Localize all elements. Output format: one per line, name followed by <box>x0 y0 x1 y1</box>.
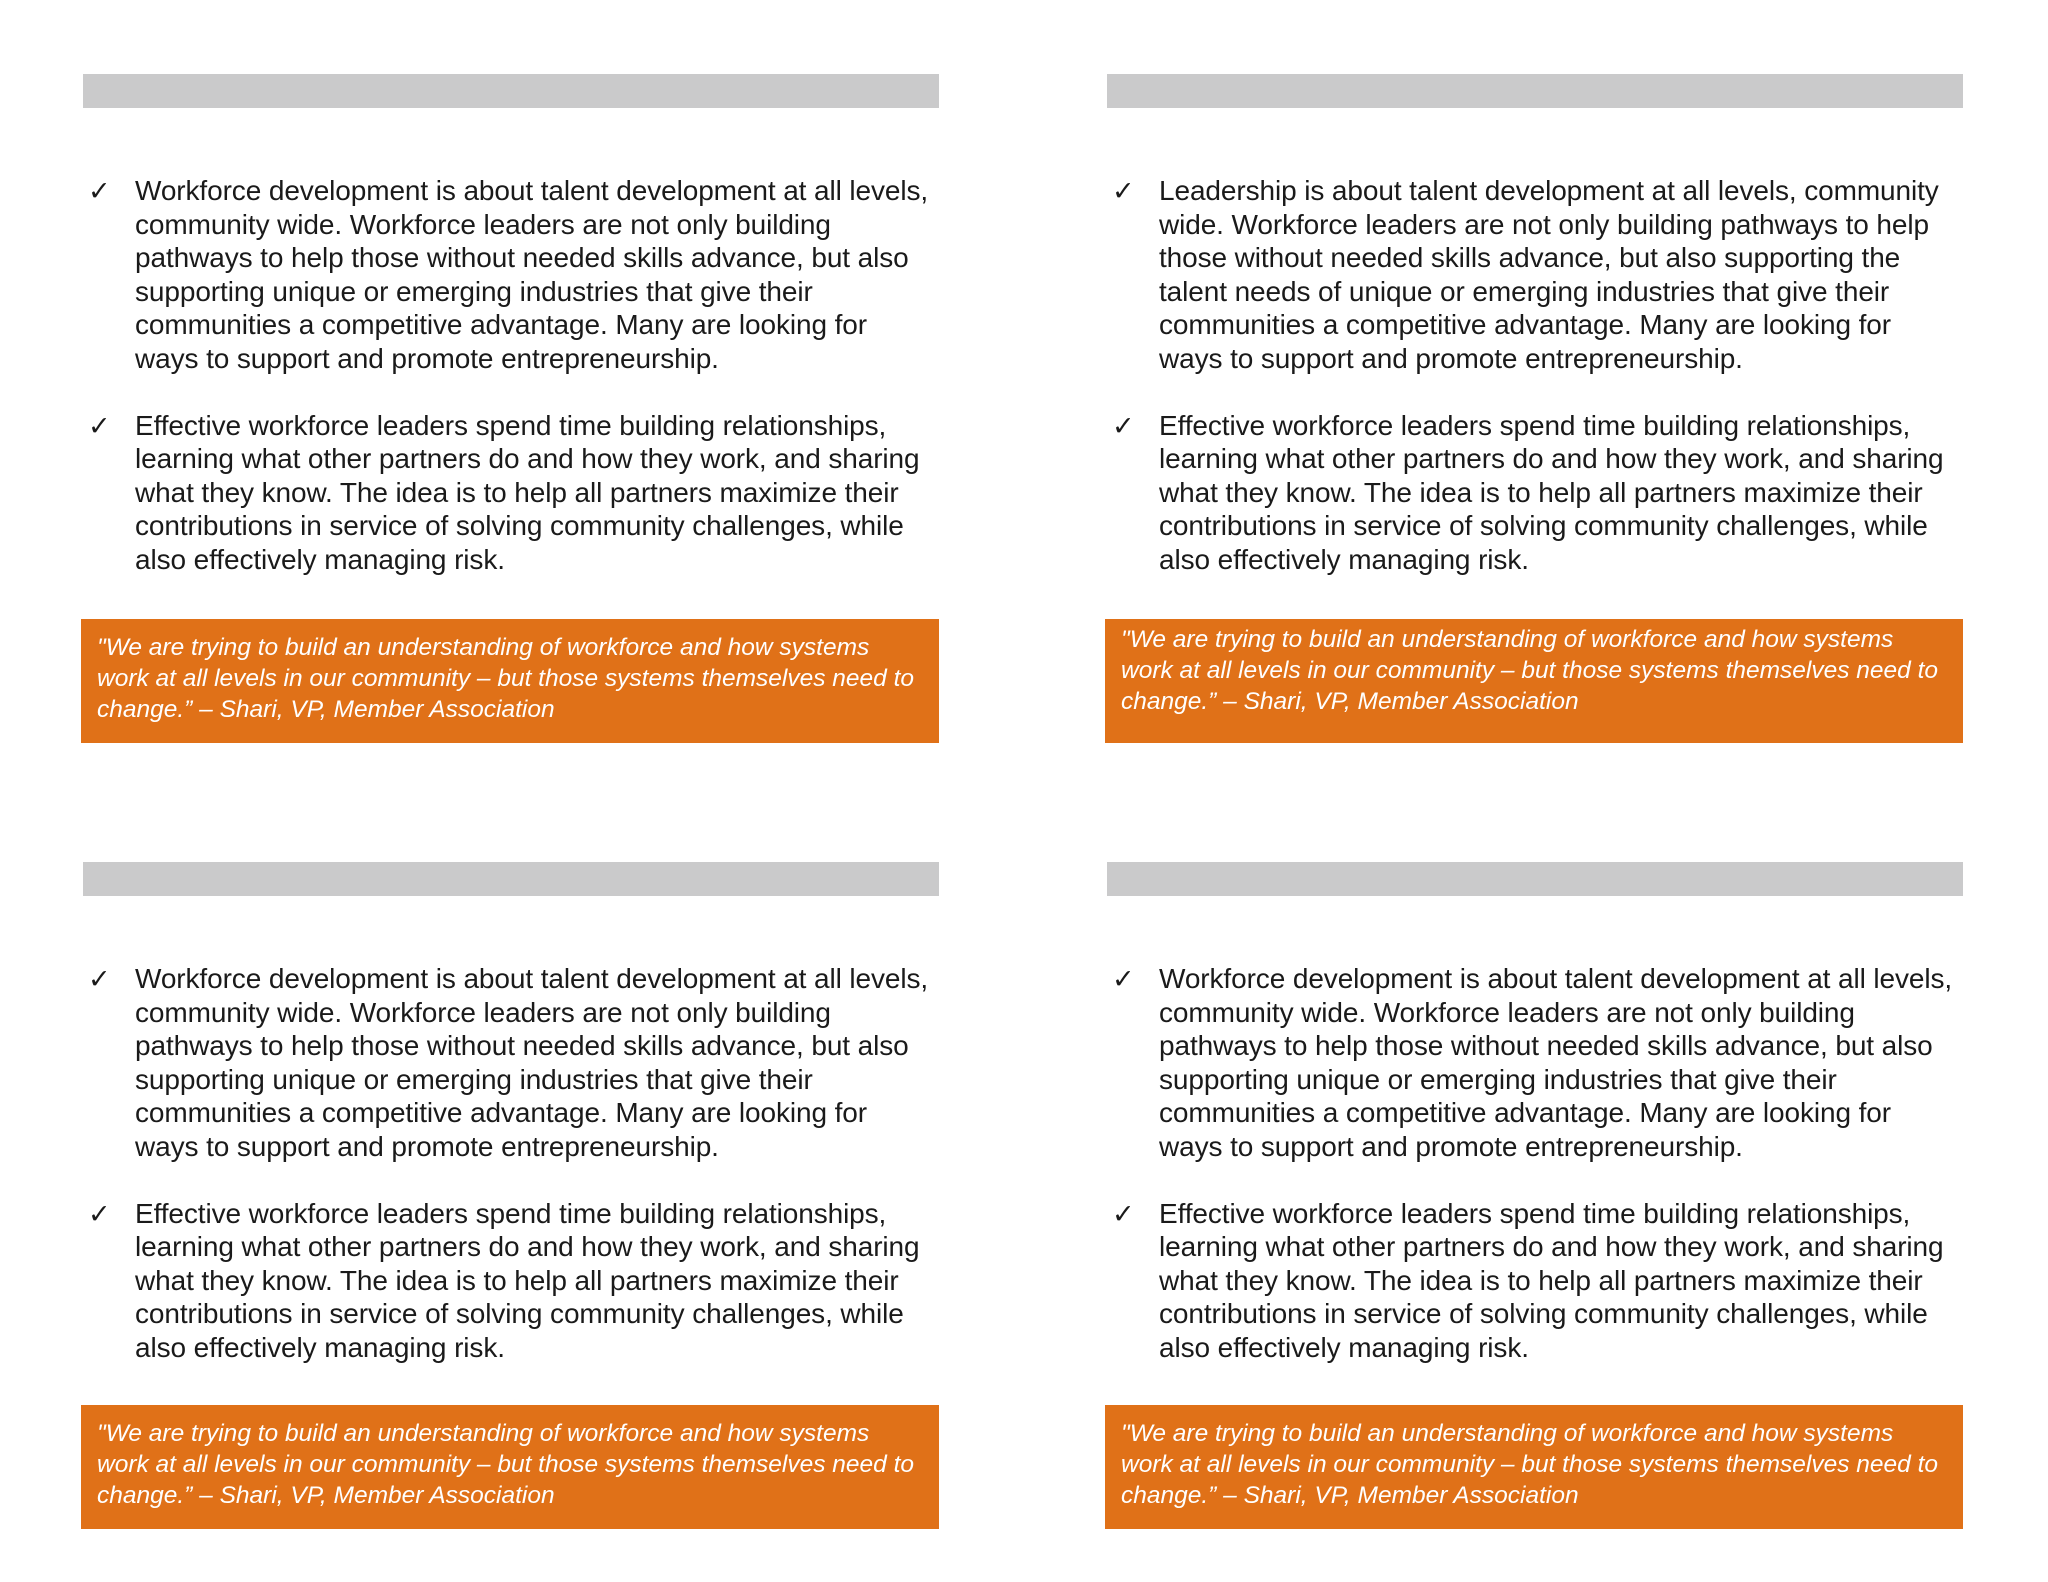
bullet-item <box>1107 962 1963 1164</box>
checkmark-icon: ✓ <box>88 964 111 994</box>
bullet-item <box>83 962 939 1164</box>
checkmark-icon: ✓ <box>88 176 111 206</box>
bullet-text: Effective workforce leaders spend time building relationships, learning what other partners do and how they work, and sharing what they know. The idea is to help all partners maximize their contributions in service of solving community challenges, while also effectively managing risk. <box>135 409 920 575</box>
checkmark-icon: ✓ <box>88 1198 111 1229</box>
bullet-text: Effective workforce leaders spend time building relationships, learning what other partners do and how they work, and sharing what they know. The idea is to help all partners maximize their contributions in service of solving community challenges, while also effectively managing risk. <box>135 1197 920 1363</box>
card-bottom-left <box>83 862 939 1509</box>
bullet-text: Effective workforce leaders spend time building relationships, learning what other partners do and how they work, and sharing what they know. The idea is to help all partners maximize their contributions in service of solving community challenges, while also effectively managing risk. <box>1159 1197 1944 1363</box>
card-top-right <box>1107 74 1963 715</box>
bullet-item <box>83 409 939 577</box>
checkmark-icon: ✓ <box>1112 176 1135 206</box>
header-bar <box>83 74 939 108</box>
bullet-list <box>1107 174 1963 577</box>
bullet-item <box>1107 409 1963 577</box>
bullet-item <box>1107 174 1963 376</box>
bullet-item <box>1107 1197 1963 1365</box>
checkmark-icon: ✓ <box>88 410 111 441</box>
card-top-left <box>83 74 939 723</box>
checkmark-icon: ✓ <box>1112 964 1135 994</box>
bullet-text: Workforce development is about talent development at all levels, community wide. Workforce leaders are not only building pathways to help those without needed skills advance, but also supporting unique or emerging industries that give their communities a competitive advantage. Many are looking for ways to support and promote entrepreneurship. <box>1159 963 1953 1162</box>
quote-box: "We are trying to build an understanding of workforce and how systems work at all levels in our community – but those systems themselves need to change.” – Shari, VP, Member Association <box>1105 1405 1963 1529</box>
checkmark-icon: ✓ <box>1112 1198 1135 1229</box>
quote-box: "We are trying to build an understanding of workforce and how systems work at all levels in our community – but those systems themselves need to change.” – Shari, VP, Member Association <box>81 619 939 743</box>
bullet-text: Workforce development is about talent development at all levels, community wide. Workforce leaders are not only building pathways to help those without needed skills advance, but also supporting unique or emerging industries that give their communities a competitive advantage. Many are looking for ways to support and promote entrepreneurship. <box>135 175 929 374</box>
checkmark-icon: ✓ <box>1112 410 1135 441</box>
quote-box: "We are trying to build an understanding of workforce and how systems work at all levels in our community – but those systems themselves need to change.” – Shari, VP, Member Association <box>81 1405 939 1529</box>
bullet-list <box>1107 962 1963 1365</box>
header-bar <box>83 862 939 896</box>
card-bottom-right <box>1107 862 1963 1509</box>
bullet-list <box>83 962 939 1365</box>
bullet-text: Effective workforce leaders spend time building relationships, learning what other partners do and how they work, and sharing what they know. The idea is to help all partners maximize their contributions in service of solving community challenges, while also effectively managing risk. <box>1159 409 1944 575</box>
bullet-item <box>83 174 939 376</box>
bullet-text: Leadership is about talent development at all levels, community wide. Workforce leaders are not only building pathways to help those without needed skills advance, but also supporting the talent needs of unique or emerging industries that give their communities a competitive advantage. Many are looking for ways to support and promote entrepreneurship. <box>1159 175 1939 374</box>
bullet-list <box>83 174 939 577</box>
quote-box: "We are trying to build an understanding of workforce and how systems work at all levels in our community – but those systems themselves need to change.” – Shari, VP, Member Association <box>1105 619 1963 743</box>
bullet-item <box>83 1197 939 1365</box>
header-bar <box>1107 74 1963 108</box>
bullet-text: Workforce development is about talent development at all levels, community wide. Workforce leaders are not only building pathways to help those without needed skills advance, but also supporting unique or emerging industries that give their communities a competitive advantage. Many are looking for ways to support and promote entrepreneurship. <box>135 963 929 1162</box>
header-bar <box>1107 862 1963 896</box>
